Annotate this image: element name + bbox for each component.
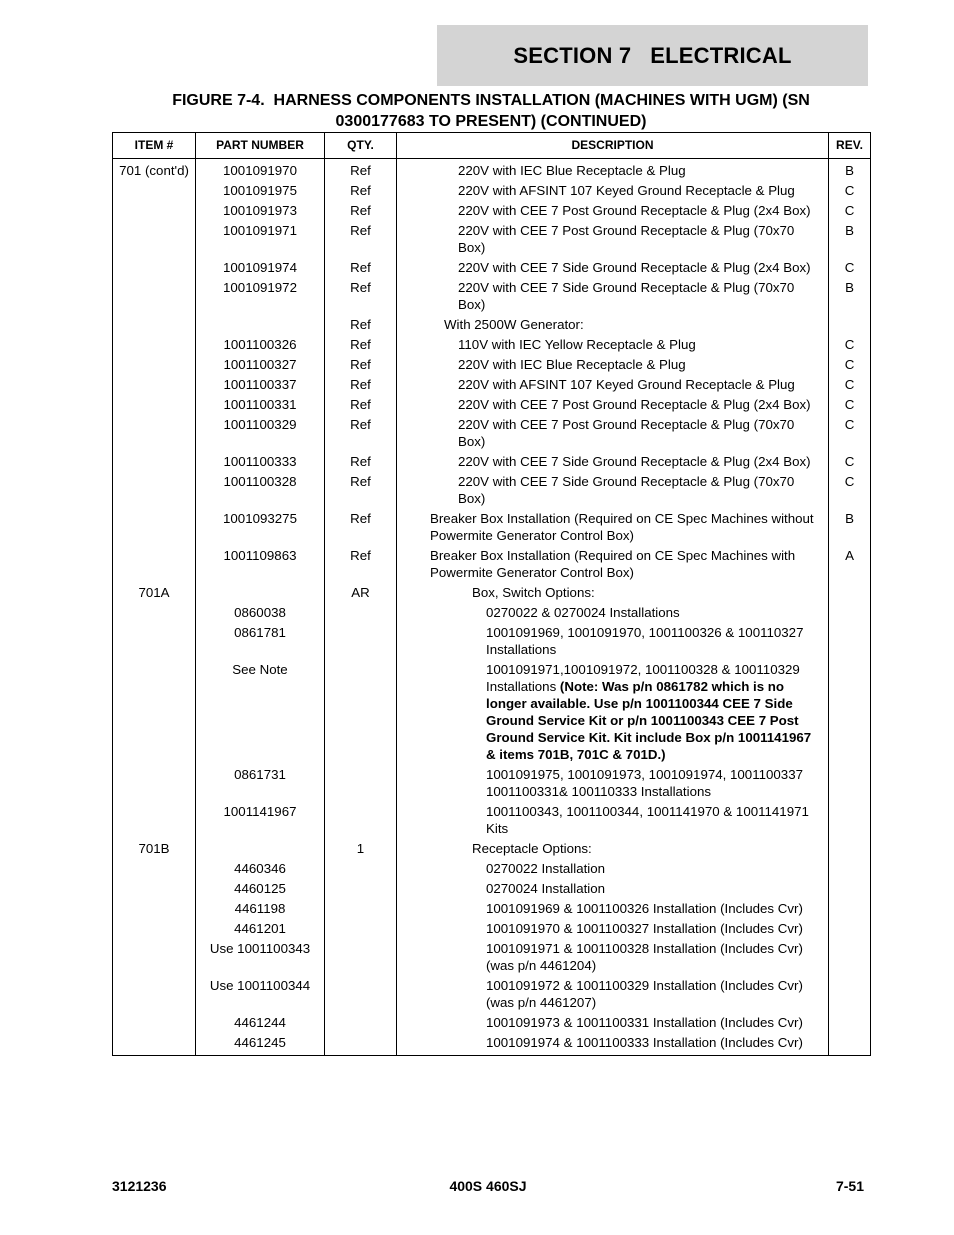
table-row bbox=[113, 584, 871, 604]
table-row bbox=[113, 880, 871, 900]
rev-cell bbox=[829, 316, 871, 336]
description-main: 0270024 Installation bbox=[486, 881, 606, 896]
rev-cell bbox=[829, 880, 871, 900]
rev-cell bbox=[829, 803, 871, 840]
item-cell bbox=[113, 803, 196, 840]
description-text bbox=[397, 940, 822, 974]
table-row bbox=[113, 604, 871, 624]
description-text bbox=[397, 900, 822, 917]
description-text bbox=[397, 860, 822, 877]
qty-cell: Ref bbox=[325, 356, 397, 376]
description-main: 220V with CEE 7 Side Ground Receptacle & Plug (2x4 Box) bbox=[458, 454, 811, 469]
column-header-qty: QTY. bbox=[325, 133, 397, 159]
part-number-cell: 1001091975 bbox=[196, 182, 325, 202]
description-cell bbox=[397, 316, 829, 336]
qty-cell bbox=[325, 900, 397, 920]
part-number-cell: 1001109863 bbox=[196, 547, 325, 584]
description-main: 1001091972 & 1001100329 Installation (Includes Cvr) (was p/n 4461207) bbox=[486, 978, 807, 1010]
table-row bbox=[113, 977, 871, 1014]
description-text bbox=[397, 162, 822, 179]
column-header-item: ITEM # bbox=[113, 133, 196, 159]
description-cell bbox=[397, 766, 829, 803]
table-row bbox=[113, 279, 871, 316]
qty-cell bbox=[325, 880, 397, 900]
part-number-cell bbox=[196, 316, 325, 336]
item-cell bbox=[113, 316, 196, 336]
qty-cell: Ref bbox=[325, 279, 397, 316]
item-cell bbox=[113, 860, 196, 880]
description-text bbox=[397, 222, 822, 256]
footer-page-number: 7-51 bbox=[835, 1178, 864, 1194]
item-cell bbox=[113, 396, 196, 416]
description-cell bbox=[397, 624, 829, 661]
qty-cell: Ref bbox=[325, 159, 397, 183]
part-number-cell: 4461245 bbox=[196, 1034, 325, 1056]
item-cell bbox=[113, 900, 196, 920]
part-number-cell: 1001091974 bbox=[196, 259, 325, 279]
part-number-cell: 4461198 bbox=[196, 900, 325, 920]
description-text bbox=[397, 416, 822, 450]
part-number-cell: 4460346 bbox=[196, 860, 325, 880]
description-text bbox=[397, 920, 822, 937]
description-text bbox=[397, 453, 822, 470]
rev-cell: C bbox=[829, 396, 871, 416]
table-row bbox=[113, 336, 871, 356]
item-cell bbox=[113, 920, 196, 940]
description-cell bbox=[397, 547, 829, 584]
table-row bbox=[113, 920, 871, 940]
qty-cell: Ref bbox=[325, 376, 397, 396]
rev-cell bbox=[829, 977, 871, 1014]
table-row bbox=[113, 316, 871, 336]
table-row bbox=[113, 202, 871, 222]
table-row bbox=[113, 547, 871, 584]
qty-cell: AR bbox=[325, 584, 397, 604]
description-cell bbox=[397, 356, 829, 376]
description-cell bbox=[397, 202, 829, 222]
table-row bbox=[113, 473, 871, 510]
item-cell bbox=[113, 977, 196, 1014]
description-main: 220V with IEC Blue Receptacle & Plug bbox=[458, 163, 686, 178]
table-body bbox=[113, 159, 871, 1056]
description-main: 1001091974 & 1001100333 Installation (Includes Cvr) bbox=[486, 1035, 803, 1050]
description-main: 220V with CEE 7 Side Ground Receptacle & Plug (70x70 Box) bbox=[458, 474, 799, 506]
qty-cell: Ref bbox=[325, 182, 397, 202]
qty-cell: Ref bbox=[325, 416, 397, 453]
description-text bbox=[397, 316, 822, 333]
table-row bbox=[113, 624, 871, 661]
description-cell bbox=[397, 279, 829, 316]
rev-cell bbox=[829, 604, 871, 624]
figure-title-line1: FIGURE 7-4. HARNESS COMPONENTS INSTALLATION (MACHINES WITH UGM) (SN bbox=[172, 92, 810, 109]
description-main: 1001091971 & 1001100328 Installation (Includes Cvr) (was p/n 4461204) bbox=[486, 941, 807, 973]
description-cell bbox=[397, 336, 829, 356]
description-cell bbox=[397, 604, 829, 624]
description-main: 110V with IEC Yellow Receptacle & Plug bbox=[458, 337, 696, 352]
rev-cell: C bbox=[829, 356, 871, 376]
part-number-cell: 1001100333 bbox=[196, 453, 325, 473]
item-cell: 701A bbox=[113, 584, 196, 604]
description-text bbox=[397, 259, 822, 276]
qty-cell: Ref bbox=[325, 316, 397, 336]
qty-cell bbox=[325, 661, 397, 766]
item-cell bbox=[113, 766, 196, 803]
description-text bbox=[397, 182, 822, 199]
description-text bbox=[397, 279, 822, 313]
item-cell bbox=[113, 510, 196, 547]
item-cell bbox=[113, 661, 196, 766]
qty-cell: Ref bbox=[325, 336, 397, 356]
rev-cell: B bbox=[829, 159, 871, 183]
item-cell bbox=[113, 202, 196, 222]
description-cell bbox=[397, 259, 829, 279]
item-cell bbox=[113, 453, 196, 473]
description-cell bbox=[397, 920, 829, 940]
description-main: 1001091973 & 1001100331 Installation (Includes Cvr) bbox=[486, 1015, 803, 1030]
description-main: 220V with CEE 7 Post Ground Receptacle & Plug (70x70 Box) bbox=[458, 417, 799, 449]
description-main: Receptacle Options: bbox=[472, 841, 592, 856]
description-text bbox=[397, 510, 822, 544]
description-main: Breaker Box Installation (Required on CE Spec Machines with Powermite Generator Control Box) bbox=[430, 548, 799, 580]
description-cell bbox=[397, 159, 829, 183]
description-main: 1001091969, 1001091970, 1001100326 & 100110327 Installations bbox=[486, 625, 808, 657]
footer-model: 400S 460SJ bbox=[449, 1178, 527, 1194]
part-number-cell: 1001093275 bbox=[196, 510, 325, 547]
part-number-cell: 1001100331 bbox=[196, 396, 325, 416]
table-row bbox=[113, 1014, 871, 1034]
item-cell bbox=[113, 259, 196, 279]
part-number-cell bbox=[196, 584, 325, 604]
description-cell bbox=[397, 1014, 829, 1034]
table-row bbox=[113, 940, 871, 977]
figure-title bbox=[112, 90, 870, 132]
rev-cell: C bbox=[829, 473, 871, 510]
rev-cell: B bbox=[829, 222, 871, 259]
description-text bbox=[397, 661, 822, 763]
rev-cell: C bbox=[829, 416, 871, 453]
qty-cell bbox=[325, 624, 397, 661]
qty-cell bbox=[325, 604, 397, 624]
qty-cell: Ref bbox=[325, 259, 397, 279]
table-row bbox=[113, 259, 871, 279]
description-text bbox=[397, 803, 822, 837]
rev-cell bbox=[829, 1014, 871, 1034]
description-main: 220V with AFSINT 107 Keyed Ground Receptacle & Plug bbox=[458, 183, 795, 198]
parts-table bbox=[112, 132, 871, 1056]
figure-title-line2: 0300177683 TO PRESENT) (CONTINUED) bbox=[335, 113, 647, 130]
part-number-cell: 1001091970 bbox=[196, 159, 325, 183]
rev-cell: B bbox=[829, 510, 871, 547]
description-cell bbox=[397, 416, 829, 453]
qty-cell bbox=[325, 803, 397, 840]
description-cell bbox=[397, 222, 829, 259]
part-number-cell: 1001100327 bbox=[196, 356, 325, 376]
description-cell bbox=[397, 661, 829, 766]
table-row bbox=[113, 661, 871, 766]
table-row bbox=[113, 356, 871, 376]
description-cell bbox=[397, 453, 829, 473]
part-number-cell: 0860038 bbox=[196, 604, 325, 624]
description-text bbox=[397, 473, 822, 507]
part-number-cell: 0861731 bbox=[196, 766, 325, 803]
table-header bbox=[113, 133, 871, 159]
description-main: 220V with CEE 7 Post Ground Receptacle & Plug (2x4 Box) bbox=[458, 397, 811, 412]
description-cell bbox=[397, 510, 829, 547]
item-cell bbox=[113, 356, 196, 376]
description-main: 1001091971,1001091972, 1001100328 & 100110329 Installations bbox=[486, 662, 804, 694]
rev-cell bbox=[829, 766, 871, 803]
rev-cell bbox=[829, 624, 871, 661]
rev-cell bbox=[829, 940, 871, 977]
rev-cell bbox=[829, 1034, 871, 1056]
item-cell bbox=[113, 880, 196, 900]
rev-cell: C bbox=[829, 182, 871, 202]
description-text bbox=[397, 376, 822, 393]
description-main: 220V with CEE 7 Side Ground Receptacle & Plug (70x70 Box) bbox=[458, 280, 799, 312]
part-number-cell: 1001091972 bbox=[196, 279, 325, 316]
qty-cell: Ref bbox=[325, 547, 397, 584]
description-main: Breaker Box Installation (Required on CE Spec Machines without Powermite Generator Control Box) bbox=[430, 511, 818, 543]
item-cell bbox=[113, 279, 196, 316]
description-cell bbox=[397, 376, 829, 396]
table-row bbox=[113, 840, 871, 860]
description-cell bbox=[397, 977, 829, 1014]
item-cell bbox=[113, 1034, 196, 1056]
description-main: 1001091970 & 1001100327 Installation (Includes Cvr) bbox=[486, 921, 803, 936]
item-cell bbox=[113, 222, 196, 259]
part-number-cell: 1001100326 bbox=[196, 336, 325, 356]
part-number-cell: 4460125 bbox=[196, 880, 325, 900]
part-number-cell bbox=[196, 840, 325, 860]
qty-cell: 1 bbox=[325, 840, 397, 860]
qty-cell bbox=[325, 940, 397, 977]
part-number-cell: 1001091973 bbox=[196, 202, 325, 222]
item-cell: 701B bbox=[113, 840, 196, 860]
description-text bbox=[397, 547, 822, 581]
qty-cell bbox=[325, 1034, 397, 1056]
part-number-cell: Use 1001100344 bbox=[196, 977, 325, 1014]
item-cell bbox=[113, 604, 196, 624]
description-cell bbox=[397, 860, 829, 880]
table-row bbox=[113, 453, 871, 473]
qty-cell: Ref bbox=[325, 222, 397, 259]
description-text bbox=[397, 396, 822, 413]
qty-cell: Ref bbox=[325, 396, 397, 416]
table-row bbox=[113, 222, 871, 259]
table-row bbox=[113, 416, 871, 453]
description-main: 1001091969 & 1001100326 Installation (Includes Cvr) bbox=[486, 901, 803, 916]
rev-cell: C bbox=[829, 202, 871, 222]
rev-cell: C bbox=[829, 376, 871, 396]
rev-cell bbox=[829, 920, 871, 940]
description-cell bbox=[397, 584, 829, 604]
part-number-cell: 1001141967 bbox=[196, 803, 325, 840]
description-text bbox=[397, 840, 822, 857]
description-cell bbox=[397, 940, 829, 977]
rev-cell bbox=[829, 840, 871, 860]
part-number-cell: 1001100337 bbox=[196, 376, 325, 396]
qty-cell: Ref bbox=[325, 202, 397, 222]
column-header-part-number: PART NUMBER bbox=[196, 133, 325, 159]
qty-cell: Ref bbox=[325, 453, 397, 473]
qty-cell bbox=[325, 860, 397, 880]
part-number-cell: 1001100328 bbox=[196, 473, 325, 510]
table-row bbox=[113, 803, 871, 840]
rev-cell: B bbox=[829, 279, 871, 316]
description-note: (Note: Was p/n 0861782 which is no longer available. Use p/n 1001100344 CEE 7 Side Ground Service Kit or p/n 1001100343 CEE 7 Post Ground Service Kit. Kit include Box p/n 1001141967 & items 701B, 701C & 701D.) bbox=[486, 679, 812, 762]
column-header-rev: REV. bbox=[829, 133, 871, 159]
item-cell bbox=[113, 416, 196, 453]
description-cell bbox=[397, 880, 829, 900]
item-cell bbox=[113, 336, 196, 356]
description-text bbox=[397, 1034, 822, 1051]
description-cell bbox=[397, 473, 829, 510]
item-cell bbox=[113, 624, 196, 661]
description-cell bbox=[397, 182, 829, 202]
qty-cell bbox=[325, 1014, 397, 1034]
description-text bbox=[397, 624, 822, 658]
table-row bbox=[113, 182, 871, 202]
description-main: Box, Switch Options: bbox=[472, 585, 595, 600]
item-cell bbox=[113, 182, 196, 202]
table-row bbox=[113, 396, 871, 416]
rev-cell bbox=[829, 584, 871, 604]
item-cell: 701 (cont'd) bbox=[113, 159, 196, 183]
table-row bbox=[113, 510, 871, 547]
part-number-cell: See Note bbox=[196, 661, 325, 766]
description-main: 220V with AFSINT 107 Keyed Ground Receptacle & Plug bbox=[458, 377, 795, 392]
table-row bbox=[113, 159, 871, 183]
item-cell bbox=[113, 376, 196, 396]
description-main: 1001091975, 1001091973, 1001091974, 1001100337 1001100331& 100110333 Installations bbox=[486, 767, 807, 799]
description-main: 0270022 Installation bbox=[486, 861, 606, 876]
description-main: With 2500W Generator: bbox=[444, 317, 584, 332]
qty-cell bbox=[325, 766, 397, 803]
table-row bbox=[113, 900, 871, 920]
description-text bbox=[397, 977, 822, 1011]
description-cell bbox=[397, 1034, 829, 1056]
part-number-cell: 4461244 bbox=[196, 1014, 325, 1034]
rev-cell: C bbox=[829, 453, 871, 473]
rev-cell bbox=[829, 900, 871, 920]
description-main: 220V with CEE 7 Post Ground Receptacle & Plug (70x70 Box) bbox=[458, 223, 799, 255]
description-cell bbox=[397, 803, 829, 840]
description-cell bbox=[397, 900, 829, 920]
description-text bbox=[397, 356, 822, 373]
description-main: 220V with CEE 7 Post Ground Receptacle & Plug (2x4 Box) bbox=[458, 203, 811, 218]
description-text bbox=[397, 336, 822, 353]
rev-cell: A bbox=[829, 547, 871, 584]
qty-cell: Ref bbox=[325, 473, 397, 510]
table-row bbox=[113, 766, 871, 803]
rev-cell bbox=[829, 860, 871, 880]
part-number-cell: 4461201 bbox=[196, 920, 325, 940]
description-cell bbox=[397, 840, 829, 860]
item-cell bbox=[113, 547, 196, 584]
qty-cell bbox=[325, 920, 397, 940]
rev-cell: C bbox=[829, 336, 871, 356]
table-row bbox=[113, 860, 871, 880]
description-main: 220V with CEE 7 Side Ground Receptacle & Plug (2x4 Box) bbox=[458, 260, 811, 275]
description-text bbox=[397, 880, 822, 897]
description-text bbox=[397, 766, 822, 800]
section-banner bbox=[437, 25, 868, 86]
item-cell bbox=[113, 940, 196, 977]
rev-cell: C bbox=[829, 259, 871, 279]
footer-doc-number: 3121236 bbox=[112, 1178, 167, 1194]
part-number-cell: 0861781 bbox=[196, 624, 325, 661]
table-row bbox=[113, 376, 871, 396]
description-main: 0270022 & 0270024 Installations bbox=[486, 605, 680, 620]
rev-cell bbox=[829, 661, 871, 766]
description-main: 1001100343, 1001100344, 1001141970 & 1001141971 Kits bbox=[486, 804, 813, 836]
description-text bbox=[397, 202, 822, 219]
part-number-cell: 1001100329 bbox=[196, 416, 325, 453]
table-row bbox=[113, 1034, 871, 1056]
item-cell bbox=[113, 1014, 196, 1034]
description-text bbox=[397, 604, 822, 621]
description-main: 220V with IEC Blue Receptacle & Plug bbox=[458, 357, 686, 372]
part-number-cell: 1001091971 bbox=[196, 222, 325, 259]
description-text bbox=[397, 584, 822, 601]
qty-cell bbox=[325, 977, 397, 1014]
description-text bbox=[397, 1014, 822, 1031]
part-number-cell: Use 1001100343 bbox=[196, 940, 325, 977]
item-cell bbox=[113, 473, 196, 510]
column-header-description: DESCRIPTION bbox=[397, 133, 829, 159]
qty-cell: Ref bbox=[325, 510, 397, 547]
description-cell bbox=[397, 396, 829, 416]
section-title: SECTION 7 ELECTRICAL bbox=[513, 42, 792, 68]
